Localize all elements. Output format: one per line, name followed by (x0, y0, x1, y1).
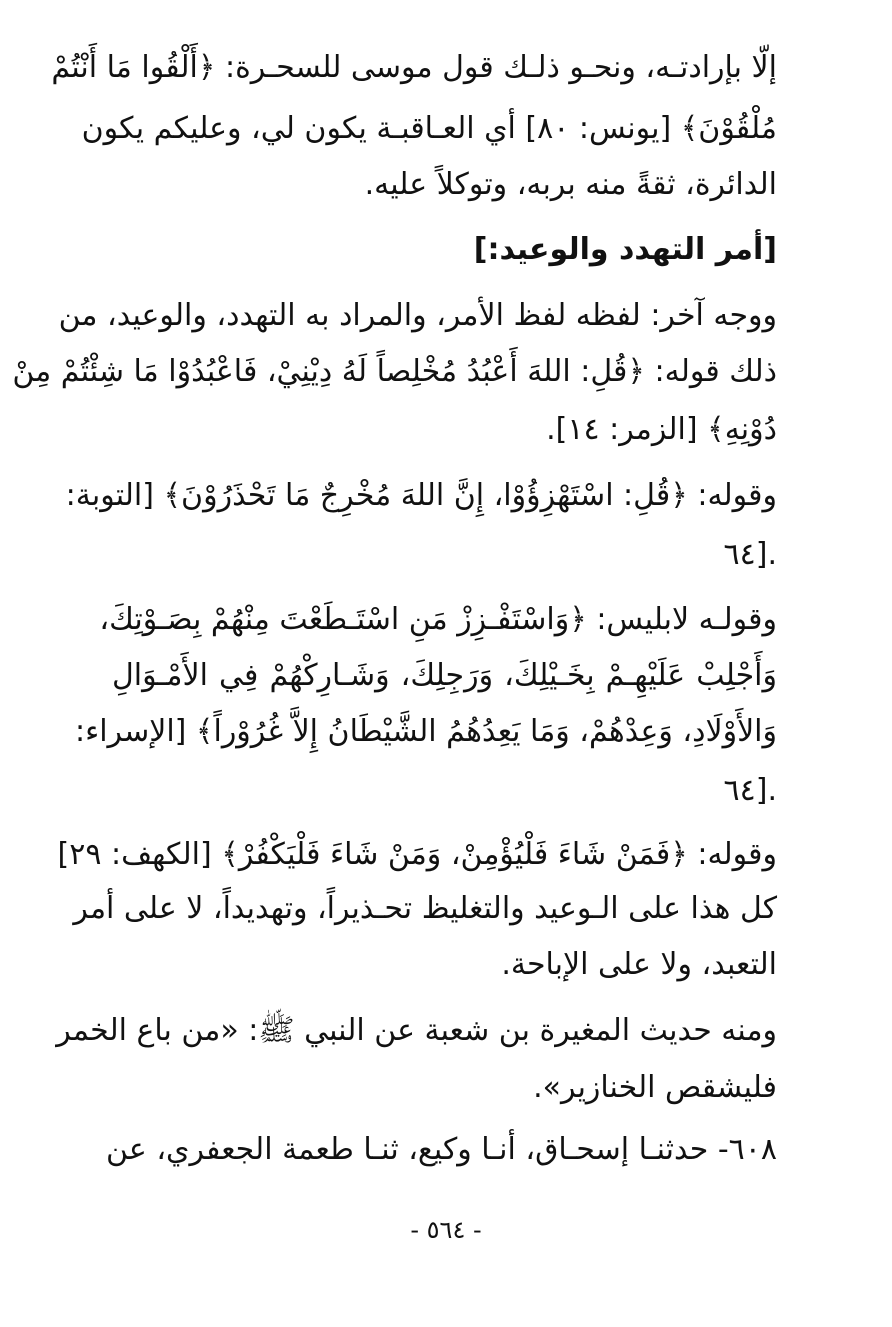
text-line-14: وقوله: ﴿فَمَنْ شَاءَ فَلْيُؤْمِنْ، وَمَنْ شَاءَ فَلْيَكْفُرْ﴾ [الكهف: ٢٩] (57, 837, 777, 872)
text-line-3: الدائرة، ثقةً منه بربه، وتوكلاً عليه. (364, 167, 777, 202)
text-line-5: ووجه آخر: لفظه لفظ الأمر، والمراد به التهدد، والوعيد، من (58, 298, 777, 333)
text-line-6: ذلك قوله: ﴿قُلِ: اللهَ أَعْبُدُ مُخْلِصاً لَهُ دِيْنِيْ، فَاعْبُدُوْا مَا شِئْتُمْ مِنْ (12, 354, 777, 389)
page-number: - ٥٦٤ - (410, 1216, 482, 1244)
text-line-16: التعبد، ولا على الإباحة. (501, 947, 777, 982)
text-line-1: إلّا بإرادتـه، ونحـو ذلـك قول موسى للسحـرة: ﴿أَلْقُوا مَا أَنْتُمْ (51, 50, 777, 85)
text-line-8: وقوله: ﴿قُلِ: اسْتَهْزِؤُوْا، إِنَّ اللهَ مُخْرِجٌ مَا تَحْذَرُوْنَ﴾ [التوبة: (65, 478, 777, 513)
text-line-17: ومنه حديث المغيرة بن شعبة عن النبي ﷺ: «من باع الخمر (56, 1013, 777, 1048)
text-line-10: وقولـه لابليس: ﴿وَاسْتَفْـزِزْ مَنِ اسْتَـطَعْتَ مِنْهُمْ بِصَـوْتِكَ، (99, 602, 777, 637)
text-line-9: ٦٤]. (723, 537, 777, 572)
text-line-18: فليشقص الخنازير». (533, 1070, 777, 1105)
text-line-7: دُوْنِهِ﴾ [الزمر: ١٤]. (546, 412, 777, 447)
text-line-2: مُلْقُوْنَ﴾ [يونس: ٨٠] أي العـاقبـة يكون لي، وعليكم يكون (81, 111, 777, 146)
section-heading: [أمر التهدد والوعيد:] (473, 232, 777, 267)
text-line-13: ٦٤]. (723, 773, 777, 808)
text-line-11: وَأَجْلِبْ عَلَيْهِـمْ بِخَـيْلِكَ، وَرَجِلِكَ، وَشَـارِكْهُمْ فِي الأَمْـوَالِ (112, 658, 777, 693)
text-line-15: كل هذا على الـوعيد والتغليظ تحـذيراً، وتهديداً، لا على أمر (73, 891, 777, 926)
text-line-12: وَالأَوْلَادِ، وَعِدْهُمْ، وَمَا يَعِدُهُمُ الشَّيْطَانُ إِلاَّ غُرُوْراً﴾ [الإسراء: (74, 714, 777, 749)
text-line-19: ٦٠٨- حدثنـا إسحـاق، أنـا وكيع، ثنـا طعمة الجعفري، عن (106, 1132, 777, 1167)
